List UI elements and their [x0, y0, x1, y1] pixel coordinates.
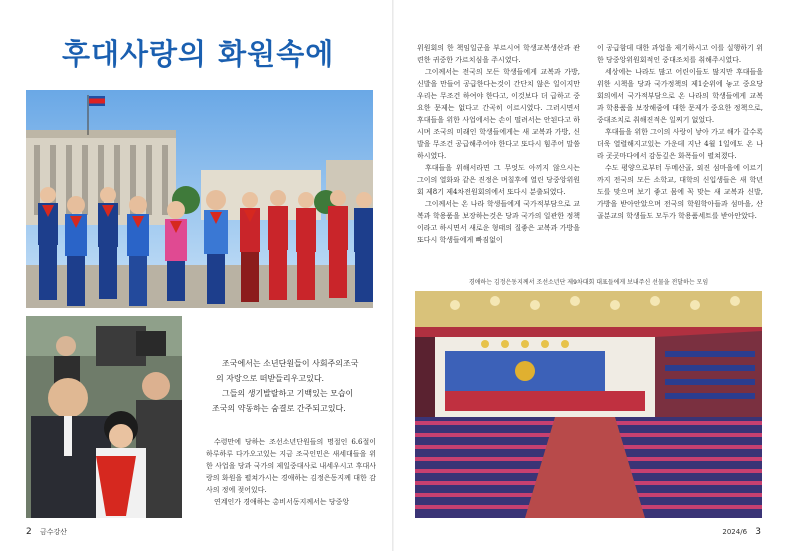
body-column-2: [597, 42, 763, 222]
paragraph: 후대들을 위한 그이의 사랑이 낳아 가고 해가 갈수록 더욱 열렬해지고있는 가운데 지난 4월 1일에도 온 나라 곳곳마다에서 감동깊은 화폭들이 펼쳐졌다.: [597, 128, 763, 160]
children-photo: [26, 90, 373, 308]
footer-left: [26, 527, 67, 537]
caption-line: 그들의 생기발랄하고 기백있는 모습이: [222, 389, 354, 398]
paragraph: 연계인가 경애하는 총비서동지께서는 당중앙: [214, 498, 350, 506]
footer-right: [722, 527, 761, 537]
body-column-bottom-left: [206, 436, 376, 508]
paragraph: 수령만에 당하는 조선소년단원들의 명절인 6.6절이 하루하루 다가오고있는 지금 조국인민은 새세대들을 위한 사업을 당과 국가의 제일중대사로 내세우시고 후대사랑의 화원을 펼쳐가시는 경애하는 김정은동지께 대한 감사의 정에 젖어있다.: [206, 438, 376, 494]
paragraph: 그이께서는 온 나라 학생들에게 국가적부담으로 교복과 학용품을 보장하는것은 당과 국가의 일관한 정책이라고 하시면서 새로운 형태의 질좋은 교복과 가방을 또다시 학생들에게 빠짐없이: [417, 200, 580, 244]
caption-line: 조국의 약동하는 숨결로 간주되고있다.: [212, 404, 346, 413]
children-photo-caption: [212, 356, 378, 416]
paragraph: 세상에는 나라도 많고 어린이들도 많지만 후대들을 위한 시책을 당과 국가정책의 제1순위에 놓고 중요당회의에서 국가적부담으로 온 나라의 학생들에게 교복과 학용품을 보장해줌에 대한 문제가 중요한 정책으로, 중대조치로 취해진적은 일찌기 없었다.: [597, 68, 763, 124]
page-number-left: 2: [26, 527, 32, 537]
magazine-name: 금수강산: [39, 528, 68, 536]
paragraph: 이 공급함데 대한 과업을 제기하시고 이를 실행하기 위한 당중앙위원회적인 중대조치를 취해주시였다.: [597, 44, 763, 64]
caption-line: 조국에서는 소년단원들이 사회주의조국: [222, 359, 359, 368]
paragraph: 그이께서는 전국의 모든 학생들에게 교복과 가방, 신발을 만들어 공급한다는것이 간단치 않은 일이지만 우리는 무조건 하여야 한다고, 이것보다 더 급하고 중요한 문제는 없다고 간곡히 이르시였다. 그러시면서 후대들을 위한 사업에서는 손이 떨려서는 안된다고 하시며 조국의 미래인 학생들에게는 새 교복과 가방, 신발을 무조건 공급해주어야 한다고 또다시 힘주어 말씀하시였다.: [417, 68, 580, 160]
caption-line: 의 자랑으로 떠받들리우고있다.: [216, 374, 325, 383]
paragraph: 후대들을 위해서라면 그 무엇도 아끼지 않으시는 그이의 열화와 같은 진정은 며칠후에 열린 당중앙위원회 제8기 제4차전원회의에서 또다시 분출되였다.: [417, 164, 580, 196]
body-column-1: [417, 42, 580, 246]
hall-photo: [415, 291, 762, 518]
paragraph: 수도 평양으로부터 두메산골, 외진 섬마을에 이르기까지 전국의 모든 소학교, 대학의 신입생들은 새 학년도를 맞으며 보기 좋고 몸에 꼭 맞는 새 교복과 신발, 가방을 받아안았으며 전국의 학원학아들과 섬마을, 산골분교의 학생들도 모두가 학용품세트를 받아안았다.: [597, 164, 763, 220]
paragraph: 위원회의 한 책임일군을 부르시여 학생교복생산과 관련한 귀중한 가르치심을 주시였다.: [417, 44, 580, 64]
issue-date: 2024/6: [722, 528, 748, 536]
page-number-right: 3: [755, 527, 761, 537]
hall-photo-caption: 경애하는 김정은동지께서 조선소년단 제9차대회 대표들에게 보내주신 선물을 전달하는 모임: [468, 279, 709, 286]
leader-photo: [26, 316, 182, 518]
article-title: 후대사랑의 화원속에: [62, 37, 335, 71]
page-gutter: [392, 0, 394, 551]
